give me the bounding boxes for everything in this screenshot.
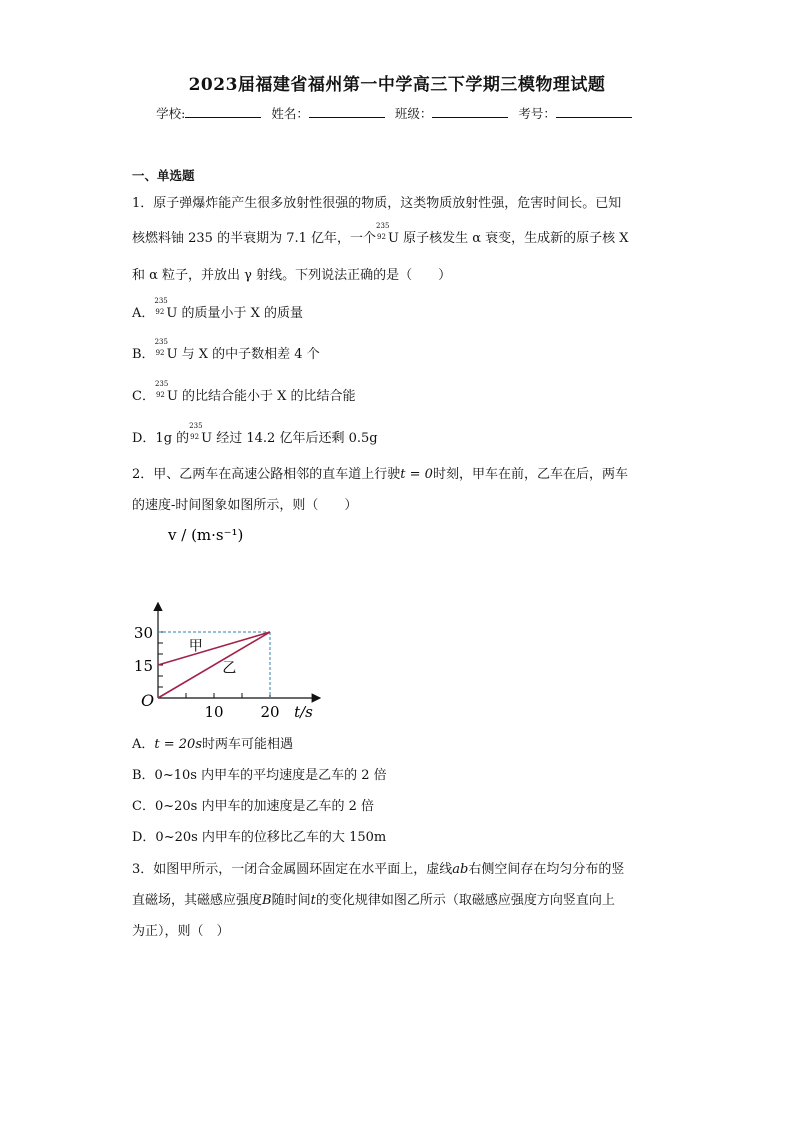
uranium-nuclide [154,338,168,358]
option-label: B． [132,347,155,362]
y-axis-label: v / (m·s⁻¹) [168,526,244,544]
option-text: U 经过 14.2 亿年后还剩 0.5g [201,431,378,446]
q3-line2-text-end: 的变化规律如图乙所示（取磁感应强度方向竖直向上 [315,893,615,908]
q3-var-ab: ab [452,862,469,877]
nuclide-mass: 235 [154,338,168,346]
uranium-nuclide [376,222,390,242]
page-title: 2023届福建省福州第一中学高三下学期三模物理试题 [188,75,606,95]
origin-label: O [141,691,155,710]
q1-option-c[interactable] [132,380,356,404]
q3-line1-text-end: 右侧空间存在均匀分布的竖 [468,862,625,877]
option-text: 时两车可能相遇 [202,737,294,752]
q2-line1 [132,463,628,482]
option-label: A． [132,306,155,321]
nuclide-mass: 235 [154,297,168,305]
option-label: D．1g 的 [132,431,190,446]
q3-line3: 为正），则（ ） [132,924,230,939]
series-label-yi: 乙 [222,660,237,677]
nuclide-charge: 92 [155,349,165,357]
q2-option-a[interactable] [132,733,293,752]
option-text: U 的质量小于 X 的质量 [166,306,303,321]
q1-line2-text: 核燃料铀 235 的半衰期为 7.1 亿年，一个 [132,231,377,246]
q1-option-b[interactable] [132,338,320,362]
y-tick-label: 15 [133,657,153,675]
nuclide-charge: 92 [155,391,165,399]
q3-var-b: B [262,893,272,908]
uranium-nuclide [189,422,203,442]
section-heading: 一、单选题 [132,168,195,183]
option-var: t = 20s [154,737,202,752]
option-label: C． [132,389,155,404]
q1-option-d[interactable] [132,422,378,446]
nuclide-charge: 92 [155,308,165,316]
q3-line2-mid: 随时间 [271,893,311,908]
velocity-time-chart [130,520,330,725]
q1-line2 [132,222,629,246]
option-text: U 的比结合能小于 X 的比结合能 [166,389,356,404]
q2-line2: 的速度-时间图象如图所示，则（ ） [132,498,358,513]
option-text: U 与 X 的中子数相差 4 个 [166,347,320,362]
q1-line2-text-end: U 原子核发生 α 衰变，生成新的原子核 X [388,231,629,246]
uranium-nuclide [154,380,169,400]
x-axis-label: t/s [294,703,313,721]
series-label-jia: 甲 [188,638,203,655]
nuclide-mass: 235 [154,380,169,388]
q2-line1-text: 2．甲、乙两车在高速公路相邻的直车道上行驶 [132,467,401,482]
nuclide-charge: 92 [190,433,200,441]
uranium-nuclide [154,297,168,317]
q2-option-c[interactable]: C．0~20s 内甲车的加速度是乙车的 2 倍 [132,799,374,814]
y-tick-label: 30 [133,624,153,642]
nuclide-mass: 235 [189,422,203,430]
q3-var-t: t [310,893,316,908]
x-tick-label: 10 [204,703,224,721]
q3-line2-text: 直磁场，其磁感应强度 [132,893,263,908]
q1-line3: 和 α 粒子，并放出 γ 射线。下列说法正确的是（ ） [132,268,452,283]
q2-line1-text-end: 时刻，甲车在前，乙车在后，两车 [432,467,628,482]
nuclide-charge: 92 [377,233,386,241]
q1-line1: 1．原子弹爆炸能产生很多放射性很强的物质，这类物质放射性强，危害时间长。已知 [132,196,622,211]
option-label: A． [132,737,155,752]
q2-option-b[interactable]: B．0~10s 内甲车的平均速度是乙车的 2 倍 [132,768,387,783]
name-blank[interactable] [309,104,385,118]
q3-line2 [132,889,615,908]
student-info-row [0,104,794,122]
school-label: 学校: [156,106,186,121]
school-blank[interactable] [185,104,261,118]
number-blank[interactable] [556,104,632,118]
q3-line1-text: 3．如图甲所示，一闭合金属圆环固定在水平面上，虚线 [132,862,453,877]
nuclide-mass: 235 [376,222,390,230]
q2-time-var: t = 0 [400,467,433,482]
series-line-yi [158,632,270,698]
name-label: 姓名： [271,106,309,121]
q2-option-d[interactable]: D．0~20s 内甲车的位移比乙车的大 150m [132,830,387,845]
class-label: 班级： [394,106,433,121]
x-tick-label: 20 [260,703,280,721]
q3-line1 [132,858,624,877]
class-blank[interactable] [432,104,508,118]
q1-option-a[interactable] [132,297,303,321]
series-line-jia [158,632,270,665]
number-label: 考号： [518,106,556,121]
